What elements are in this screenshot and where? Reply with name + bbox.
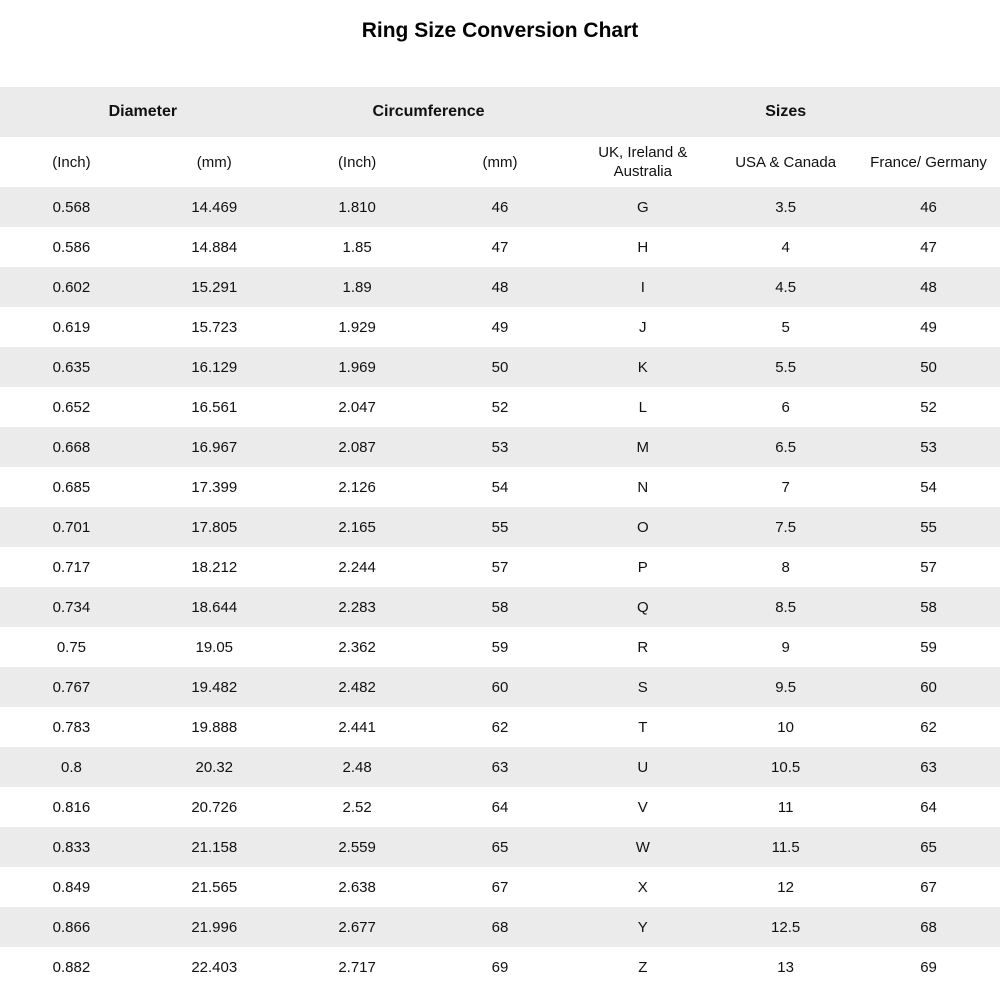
table-cell: 21.158	[143, 827, 286, 867]
column-header-circumference-inch: (Inch)	[286, 137, 429, 187]
column-header-diameter-mm: (mm)	[143, 137, 286, 187]
table-cell: 49	[857, 307, 1000, 347]
table-cell: Y	[571, 907, 714, 947]
table-row	[0, 387, 1000, 427]
table-cell: G	[571, 187, 714, 227]
column-header-usa-canada: USA & Canada	[714, 137, 857, 187]
table-cell: 63	[429, 747, 572, 787]
table-row	[0, 427, 1000, 467]
table-cell: 64	[429, 787, 572, 827]
table-row	[0, 787, 1000, 827]
table-cell: L	[571, 387, 714, 427]
table-cell: 2.165	[286, 507, 429, 547]
table-cell: 49	[429, 307, 572, 347]
table-cell: X	[571, 867, 714, 907]
table-cell: 46	[429, 187, 572, 227]
table-cell: 20.726	[143, 787, 286, 827]
table-body	[0, 187, 1000, 987]
table-row	[0, 827, 1000, 867]
table-cell: 62	[429, 707, 572, 747]
table-cell: 0.783	[0, 707, 143, 747]
table-cell: 0.619	[0, 307, 143, 347]
table-cell: 0.866	[0, 907, 143, 947]
table-cell: 19.482	[143, 667, 286, 707]
table-cell: 21.996	[143, 907, 286, 947]
table-cell: 0.635	[0, 347, 143, 387]
table-cell: 4.5	[714, 267, 857, 307]
table-cell: 53	[857, 427, 1000, 467]
table-cell: 20.32	[143, 747, 286, 787]
table-row	[0, 507, 1000, 547]
table-row	[0, 907, 1000, 947]
table-cell: 6.5	[714, 427, 857, 467]
table-row	[0, 867, 1000, 907]
group-header-circumference: Circumference	[286, 87, 572, 137]
table-cell: 2.087	[286, 427, 429, 467]
table-cell: 0.568	[0, 187, 143, 227]
table-cell: 2.362	[286, 627, 429, 667]
table-cell: 47	[857, 227, 1000, 267]
table-cell: 60	[429, 667, 572, 707]
table-cell: 0.586	[0, 227, 143, 267]
table-cell: V	[571, 787, 714, 827]
table-cell: 2.559	[286, 827, 429, 867]
table-cell: 63	[857, 747, 1000, 787]
table-cell: 18.644	[143, 587, 286, 627]
table-cell: 1.969	[286, 347, 429, 387]
table-row	[0, 227, 1000, 267]
table-row	[0, 547, 1000, 587]
table-cell: K	[571, 347, 714, 387]
table-cell: 58	[429, 587, 572, 627]
table-row	[0, 187, 1000, 227]
table-header	[0, 87, 1000, 187]
table-cell: 11.5	[714, 827, 857, 867]
table-cell: 16.561	[143, 387, 286, 427]
table-cell: 7	[714, 467, 857, 507]
table-cell: 15.291	[143, 267, 286, 307]
table-cell: 0.882	[0, 947, 143, 987]
table-cell: 3.5	[714, 187, 857, 227]
table-cell: 11	[714, 787, 857, 827]
table-cell: 50	[857, 347, 1000, 387]
table-cell: 54	[429, 467, 572, 507]
table-cell: 12.5	[714, 907, 857, 947]
table-cell: 1.810	[286, 187, 429, 227]
table-cell: Q	[571, 587, 714, 627]
table-cell: 0.849	[0, 867, 143, 907]
group-header-row	[0, 87, 1000, 137]
table-cell: 2.283	[286, 587, 429, 627]
table-cell: 0.767	[0, 667, 143, 707]
table-cell: 52	[429, 387, 572, 427]
column-header-france-germany: France/ Germany	[857, 137, 1000, 187]
table-cell: 0.734	[0, 587, 143, 627]
table-cell: 5.5	[714, 347, 857, 387]
table-cell: 67	[429, 867, 572, 907]
table-cell: 2.52	[286, 787, 429, 827]
table-cell: 53	[429, 427, 572, 467]
table-cell: 64	[857, 787, 1000, 827]
table-cell: 1.89	[286, 267, 429, 307]
column-header-diameter-inch: (Inch)	[0, 137, 143, 187]
table-cell: 2.48	[286, 747, 429, 787]
table-cell: 52	[857, 387, 1000, 427]
table-row	[0, 627, 1000, 667]
table-cell: 59	[429, 627, 572, 667]
table-cell: 13	[714, 947, 857, 987]
table-cell: 2.047	[286, 387, 429, 427]
table-cell: 7.5	[714, 507, 857, 547]
table-cell: 18.212	[143, 547, 286, 587]
table-cell: 10.5	[714, 747, 857, 787]
ring-size-table	[0, 87, 1000, 987]
table-cell: 57	[857, 547, 1000, 587]
table-cell: 0.685	[0, 467, 143, 507]
table-cell: 54	[857, 467, 1000, 507]
table-row	[0, 267, 1000, 307]
table-cell: 9	[714, 627, 857, 667]
table-cell: 19.888	[143, 707, 286, 747]
table-cell: 1.85	[286, 227, 429, 267]
table-cell: 65	[429, 827, 572, 867]
table-cell: W	[571, 827, 714, 867]
table-cell: 0.75	[0, 627, 143, 667]
table-cell: 55	[857, 507, 1000, 547]
table-row	[0, 947, 1000, 987]
table-cell: 2.717	[286, 947, 429, 987]
table-cell: 60	[857, 667, 1000, 707]
table-cell: 2.638	[286, 867, 429, 907]
table-row	[0, 667, 1000, 707]
table-cell: 0.602	[0, 267, 143, 307]
table-cell: 0.833	[0, 827, 143, 867]
table-cell: 68	[429, 907, 572, 947]
table-cell: H	[571, 227, 714, 267]
table-cell: M	[571, 427, 714, 467]
table-cell: 48	[857, 267, 1000, 307]
table-cell: I	[571, 267, 714, 307]
table-cell: 65	[857, 827, 1000, 867]
table-cell: 5	[714, 307, 857, 347]
table-cell: 67	[857, 867, 1000, 907]
table-cell: 57	[429, 547, 572, 587]
table-cell: N	[571, 467, 714, 507]
table-cell: 15.723	[143, 307, 286, 347]
table-cell: 0.816	[0, 787, 143, 827]
table-cell: 46	[857, 187, 1000, 227]
column-header-uk-ireland-australia: UK, Ireland & Australia	[571, 137, 714, 187]
table-cell: 50	[429, 347, 572, 387]
table-cell: 62	[857, 707, 1000, 747]
table-cell: 2.677	[286, 907, 429, 947]
table-cell: 16.967	[143, 427, 286, 467]
table-cell: 0.701	[0, 507, 143, 547]
table-cell: 21.565	[143, 867, 286, 907]
table-cell: 55	[429, 507, 572, 547]
page-title: Ring Size Conversion Chart	[361, 19, 639, 42]
table-cell: 58	[857, 587, 1000, 627]
table-cell: 1.929	[286, 307, 429, 347]
table-cell: 14.884	[143, 227, 286, 267]
table-row	[0, 467, 1000, 507]
table-cell: 2.482	[286, 667, 429, 707]
table-cell: 2.244	[286, 547, 429, 587]
table-cell: R	[571, 627, 714, 667]
table-cell: 22.403	[143, 947, 286, 987]
table-cell: 59	[857, 627, 1000, 667]
group-header-sizes: Sizes	[571, 87, 1000, 137]
table-cell: 12	[714, 867, 857, 907]
table-cell: J	[571, 307, 714, 347]
table-cell: 2.126	[286, 467, 429, 507]
column-header-row	[0, 137, 1000, 187]
table-cell: 68	[857, 907, 1000, 947]
table-cell: T	[571, 707, 714, 747]
table-cell: 8	[714, 547, 857, 587]
table-cell: 14.469	[143, 187, 286, 227]
table-cell: Z	[571, 947, 714, 987]
table-cell: 47	[429, 227, 572, 267]
table-cell: 6	[714, 387, 857, 427]
table-cell: 9.5	[714, 667, 857, 707]
table-cell: 10	[714, 707, 857, 747]
table-cell: U	[571, 747, 714, 787]
table-cell: 69	[429, 947, 572, 987]
table-cell: 19.05	[143, 627, 286, 667]
table-cell: S	[571, 667, 714, 707]
table-cell: 17.399	[143, 467, 286, 507]
table-row	[0, 347, 1000, 387]
table-cell: 2.441	[286, 707, 429, 747]
table-cell: 69	[857, 947, 1000, 987]
table-cell: 48	[429, 267, 572, 307]
table-row	[0, 307, 1000, 347]
column-header-circumference-mm: (mm)	[429, 137, 572, 187]
table-cell: O	[571, 507, 714, 547]
table-cell: 0.652	[0, 387, 143, 427]
table-cell: 17.805	[143, 507, 286, 547]
table-row	[0, 707, 1000, 747]
table-cell: P	[571, 547, 714, 587]
table-cell: 0.8	[0, 747, 143, 787]
table-cell: 8.5	[714, 587, 857, 627]
table-cell: 4	[714, 227, 857, 267]
table-row	[0, 587, 1000, 627]
group-header-diameter: Diameter	[0, 87, 286, 137]
table-cell: 0.668	[0, 427, 143, 467]
table-cell: 0.717	[0, 547, 143, 587]
table-cell: 16.129	[143, 347, 286, 387]
table-row	[0, 747, 1000, 787]
